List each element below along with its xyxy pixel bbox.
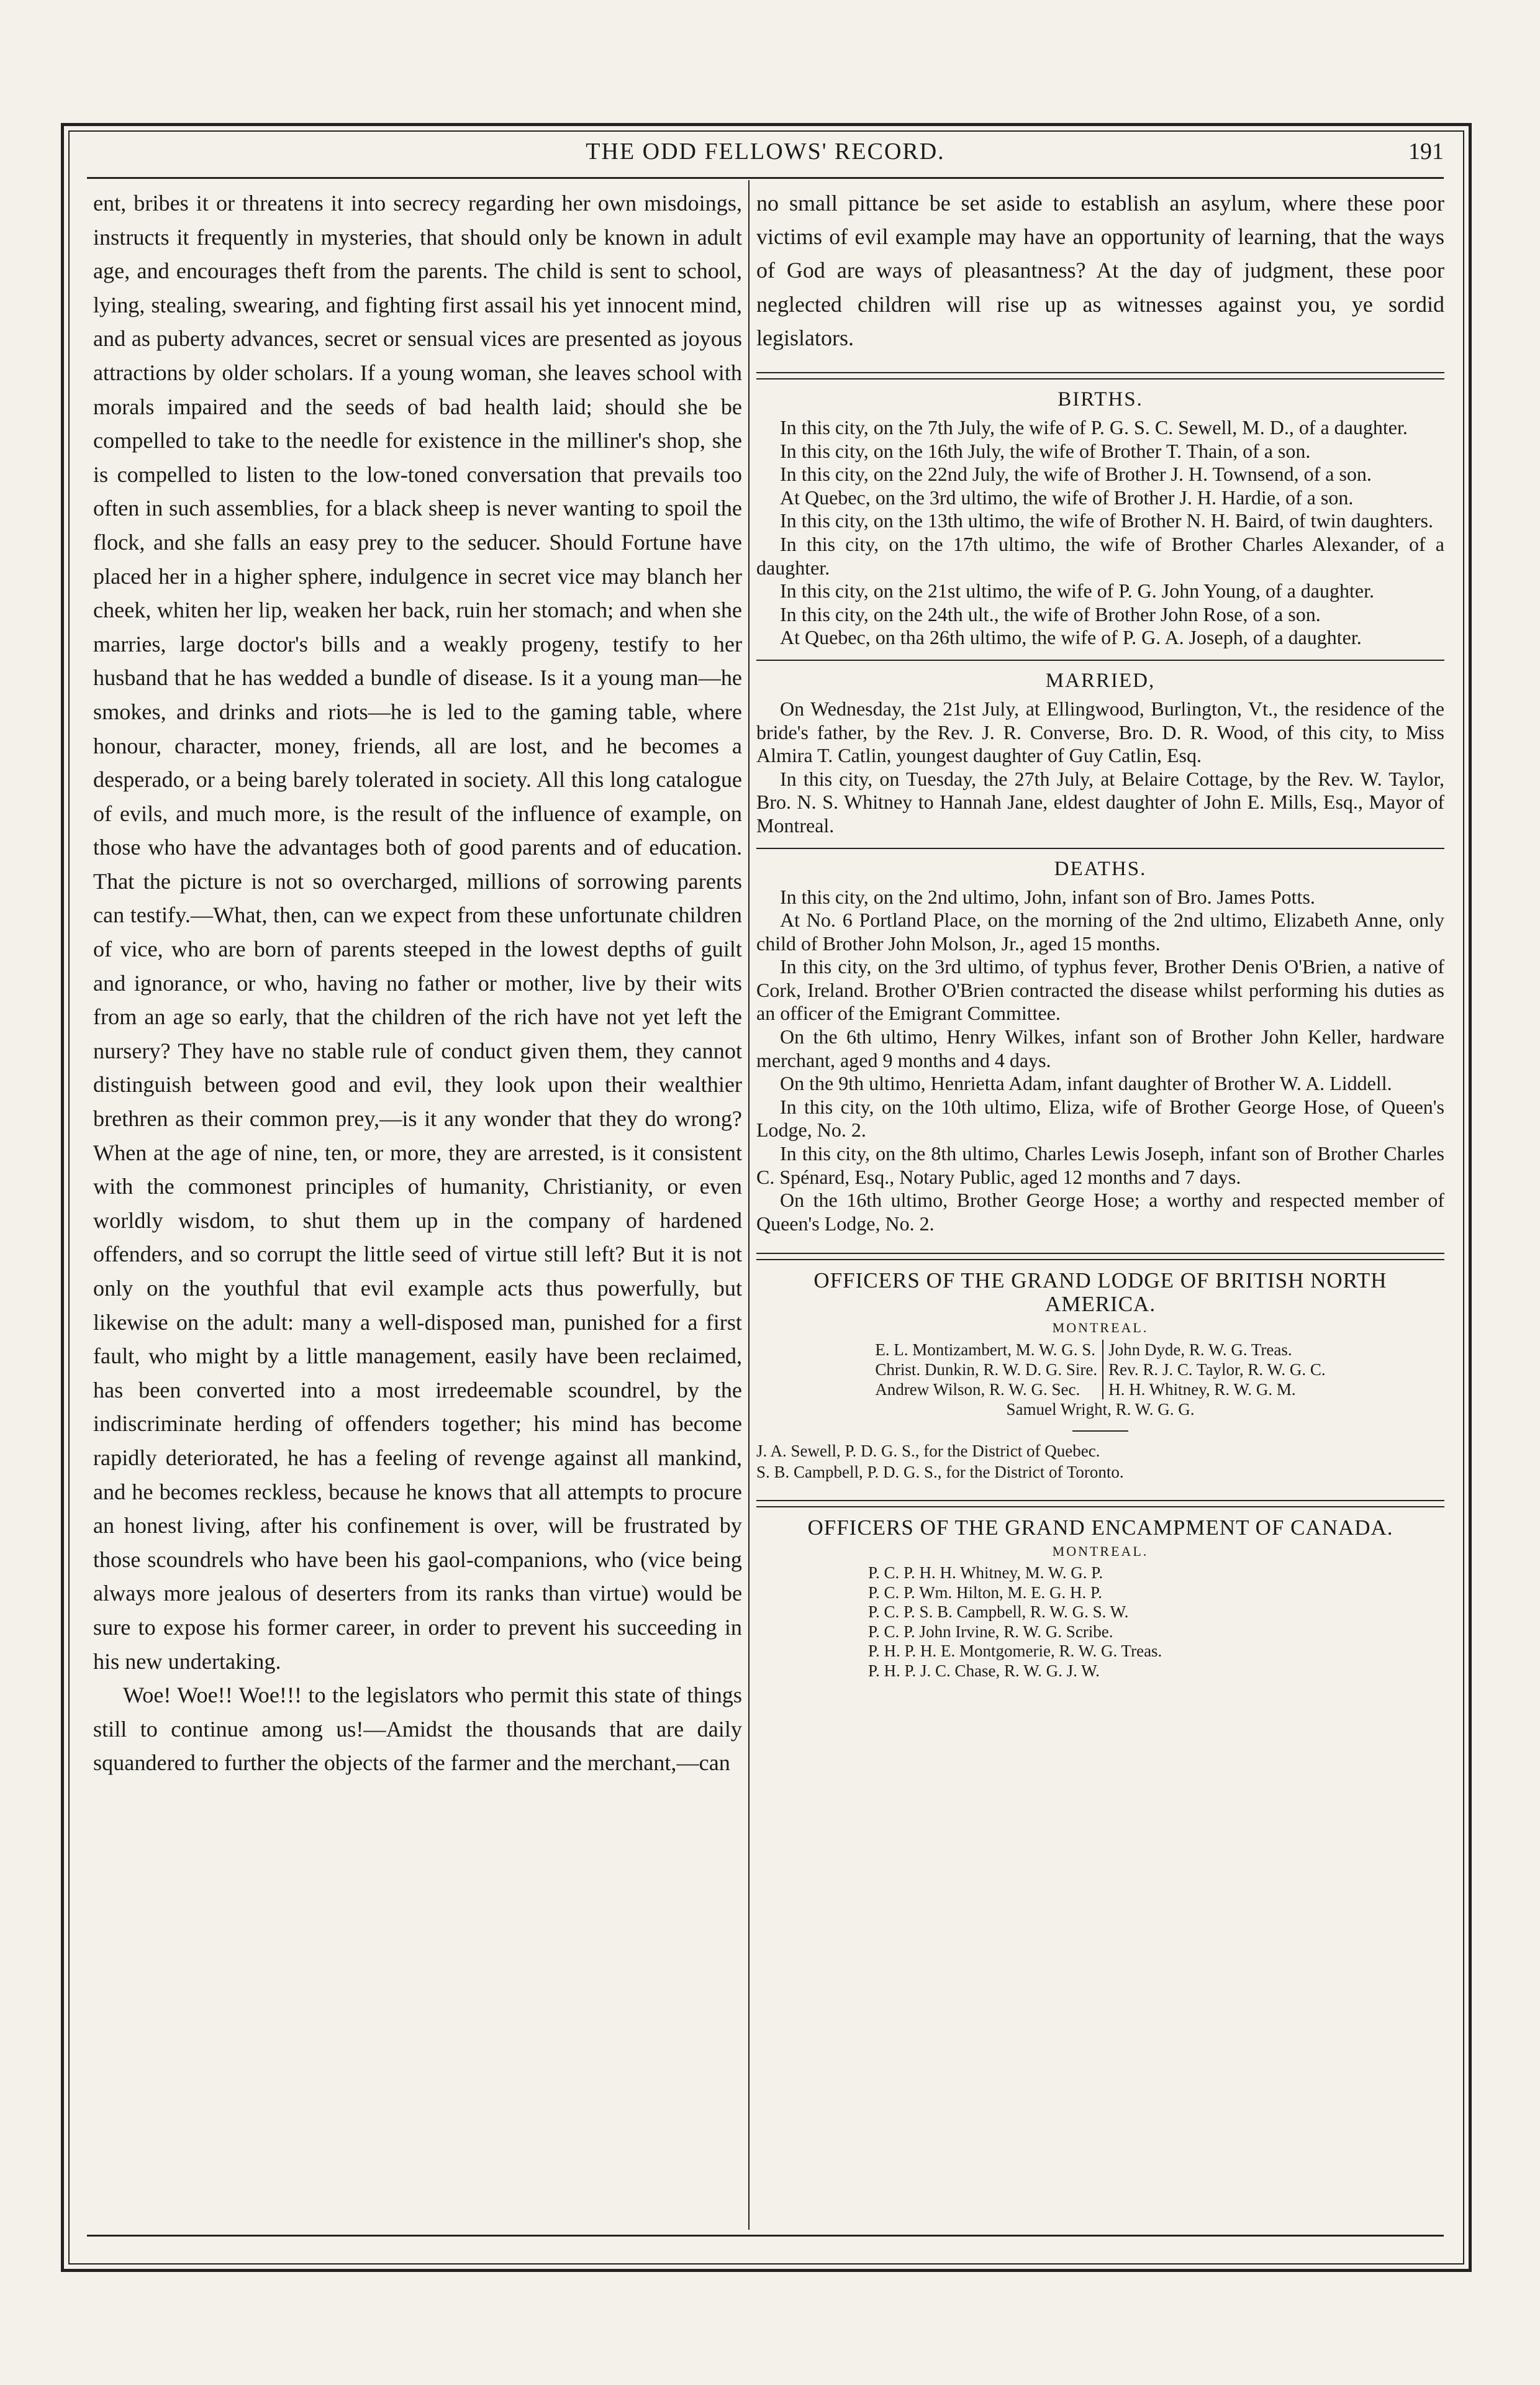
officer-entry: H. H. Whitney, R. W. G. M. (1108, 1380, 1296, 1399)
birth-notice: In this city, on the 7th July, the wife of P. G. S. C. Sewell, M. D., of a daughter. (780, 416, 1408, 439)
officer-entry: E. L. Montizambert, M. W. G. S. (875, 1340, 1096, 1360)
birth-notice: In this city, on the 24th ult., the wife of Brother John Rose, of a son. (780, 602, 1321, 625)
footer-rule (87, 2235, 1444, 2237)
officer-entry: Andrew Wilson, R. W. G. Sec. (875, 1380, 1080, 1399)
right-column (756, 186, 1444, 2230)
death-notice: On the 6th ultimo, Henry Wilkes, infant son of Brother John Keller, hardware merchant, aged 9 months and 4 days. (756, 1025, 1444, 1071)
district-officer: J. A. Sewell, P. D. G. S., for the District of Quebec. (756, 1442, 1100, 1461)
officer-entry: Christ. Dunkin, R. W. D. G. Sire. (875, 1360, 1098, 1379)
marriage-notice: In this city, on Tuesday, the 27th July, at Belaire Cottage, by the Rev. W. Taylor, Bro. N. S. Whitney to Hannah Jane, eldest daughter of John E. Mills, Esq., Mayor of Montreal. (756, 767, 1444, 837)
births-heading: BIRTHS. (1058, 388, 1143, 411)
birth-notice: At Quebec, on tha 26th ultimo, the wife of P. G. A. Joseph, of a daughter. (780, 626, 1362, 649)
birth-notice: In this city, on the 17th ultimo, the wife of Brother Charles Alexander, of a daughter. (756, 532, 1444, 579)
birth-notice: In this city, on the 22nd July, the wife of Brother J. H. Townsend, of a son. (780, 463, 1372, 486)
grand-lodge-heading: OFFICERS OF THE GRAND LODGE OF BRITISH NORTH AMERICA. (813, 1268, 1387, 1317)
page-number: 191 (1408, 139, 1444, 165)
birth-notice: In this city, on the 21st ultimo, the wife of P. G. John Young, of a daughter. (780, 579, 1374, 602)
encampment-heading: OFFICERS OF THE GRAND ENCAMPMENT OF CANADA. (807, 1515, 1393, 1540)
section-rule (756, 372, 1444, 379)
officer-column (870, 1340, 1102, 1399)
encampment-officer: P. C. P. H. H. Whitney, M. W. G. P. (868, 1563, 1103, 1583)
encampment-subheading: MONTREAL. (1052, 1543, 1149, 1560)
death-notice: On the 16th ultimo, Brother George Hose; a worthy and respected member of Queen's Lodge, No. 2. (756, 1189, 1444, 1235)
death-notice: In this city, on the 2nd ultimo, John, infant son of Bro. James Potts. (780, 885, 1315, 908)
marriage-notice: On Wednesday, the 21st July, at Ellingwood, Burlington, Vt., the residence of the bride's father, by the Rev. J. R. Converse, Bro. D. R. Wood, of this city, to Miss Almira T. Catlin, youngest daughter of Guy Catlin, Esq. (756, 697, 1444, 767)
section-rule (756, 660, 1444, 661)
death-notice: In this city, on the 8th ultimo, Charles Lewis Joseph, infant son of Brother Charles C. Spénard, Esq., Notary Public, aged 12 months and 7 days. (756, 1142, 1444, 1188)
essay-continuation: no small pittance be set aside to establish an asylum, where these poor victims of evil example may have an opportunity of learning, that the ways of God are ways of pleasantness? At the day of judgment, these poor neglected children will rise up as witnesses against you, ye sordid legislators. (756, 191, 1444, 350)
death-notice: On the 9th ultimo, Henrietta Adam, infant daughter of Brother W. A. Liddell. (780, 1072, 1392, 1095)
deaths-heading: DEATHS. (1054, 857, 1147, 880)
birth-notice: In this city, on the 16th July, the wife of Brother T. Thain, of a son. (780, 439, 1311, 462)
officer-entry: Rev. R. J. C. Taylor, R. W. G. C. (1108, 1360, 1326, 1379)
encampment-officers (756, 1563, 1444, 1681)
encampment-officer: P. H. P. H. E. Montgomerie, R. W. G. Treas. (868, 1642, 1162, 1661)
encampment-officer: P. H. P. J. C. Chase, R. W. G. J. W. (868, 1661, 1100, 1680)
grand-lodge-subheading: MONTREAL. (1052, 1320, 1149, 1336)
encampment-officer: P. C. P. Wm. Hilton, M. E. G. H. P. (868, 1583, 1102, 1602)
death-notice: In this city, on the 3rd ultimo, of typhus fever, Brother Denis O'Brien, a native of Cork, Ireland. Brother O'Brien contracted the disease whilst performing his duties as an officer of the Emigrant Committee. (756, 955, 1444, 1025)
running-title: THE ODD FELLOWS' RECORD. (586, 139, 945, 165)
birth-notice: At Quebec, on the 3rd ultimo, the wife of Brother J. H. Hardie, of a son. (780, 486, 1354, 509)
encampment-officer: P. C. P. S. B. Campbell, R. W. G. S. W. (868, 1602, 1129, 1622)
section-rule (756, 1253, 1444, 1260)
district-officer: S. B. Campbell, P. D. G. S., for the District of Toronto. (756, 1463, 1124, 1482)
section-rule (756, 1500, 1444, 1507)
header-rule (87, 177, 1444, 179)
essay-paragraph: ent, bribes it or threatens it into secrecy regarding her own misdoings, instructs it frequently in mysteries, that should only be known in adult age, and encourages theft from the parents. The child is sent to school, lying, stealing, swearing, and fighting first assail his yet innocent mind, and as puberty advances, secret or sensual vices are presented as joyous attractions by older scholars. If a young woman, she leaves school with morals impaired and the seeds of bad health laid; should she be compelled to take to the needle for existence in the milliner's shop, she is compelled to listen to the low-toned conversation that prevails too often in such assemblies, for a black sheep is never wanting to spoil the flock, and she falls an easy prey to the seducer. Should Fortune have placed her in a higher sphere, indulgence in secret vice may blanch her cheek, whiten her lip, weaken her back, ruin her stomach; and when she marries, large doctor's bills and a weakly progeny, testify to her husband that he has wedded a bundle of disease. Is it a young man—he smokes, and drinks and riots—he is led to the gaming table, where honour, character, money, friends, all are lost, and he becomes a desperado, or a being barely tolerated in society. All this long catalogue of evils, and much more, is the result of the influence of example, on those who have the advantages both of good parents and of education. That the picture is not so overcharged, millions of sorrowing parents can testify.—What, then, can we expect from these unfortunate children of vice, who are born of parents steeped in the lowest depths of guilt and ignorance, or who, having no father or mother, live by their wits from an age so early, that the children of the rich have not yet left the nursery? They have no stable rule of conduct given them, they cannot distinguish between good and evil, they look upon their wealthier brethren as their common prey,—is it any wonder that they do wrong? When at the age of nine, ten, or more, they are arrested, is it consistent with the commonest principles of humanity, Christianity, or even worldly wisdom, to shut them up in the company of hardened offenders, and so corrupt the little seed of virtue still left? But it is not only on the youthful that evil example acts thus powerfully, but likewise on the adult: many a well-disposed man, punished for a first fault, who might by a little management, easily have been reclaimed, has been converted into a most irredeemable scoundrel, by the indiscriminate herding of offenders together; his mind has become rapidly deteriorated, he has a feeling of revenge against all mankind, and he becomes reckless, because he knows that all attempts to procure an honest living, after his confinement is over, will be frustrated by those scoundrels who have been his gaol-companions, who (vice being always more jealous of deserters from its ranks than virtue) would be sure to expose his former career, in order to prevent his succeeding in his new undertaking. (93, 191, 742, 1674)
essay-paragraph: Woe! Woe!! Woe!!! to the legislators who permit this state of things still to continue among us!—Amidst the thousands that are daily squandered to further the objects of the farmer and the merchant,—can (93, 1683, 742, 1776)
death-notice: At No. 6 Portland Place, on the morning of the 2nd ultimo, Elizabeth Anne, only child of Brother John Molson, Jr., aged 15 months. (756, 909, 1444, 955)
running-head (87, 138, 1444, 173)
encampment-officer: P. C. P. John Irvine, R. W. G. Scribe. (868, 1622, 1113, 1641)
short-rule (1072, 1430, 1128, 1432)
column-divider (748, 180, 750, 2230)
grand-lodge-officers (756, 1340, 1444, 1399)
left-column (93, 186, 742, 2230)
officer-entry: John Dyde, R. W. G. Treas. (1108, 1340, 1292, 1360)
birth-notice: In this city, on the 13th ultimo, the wife of Brother N. H. Baird, of twin daughters. (780, 509, 1433, 532)
married-heading: MARRIED, (1045, 669, 1156, 692)
section-rule (756, 848, 1444, 849)
officer-column (1102, 1340, 1331, 1399)
death-notice: In this city, on the 10th ultimo, Eliza, wife of Brother George Hose, of Queen's Lodge, No. 2. (756, 1095, 1444, 1142)
officer-entry: Samuel Wright, R. W. G. G. (1006, 1400, 1195, 1419)
